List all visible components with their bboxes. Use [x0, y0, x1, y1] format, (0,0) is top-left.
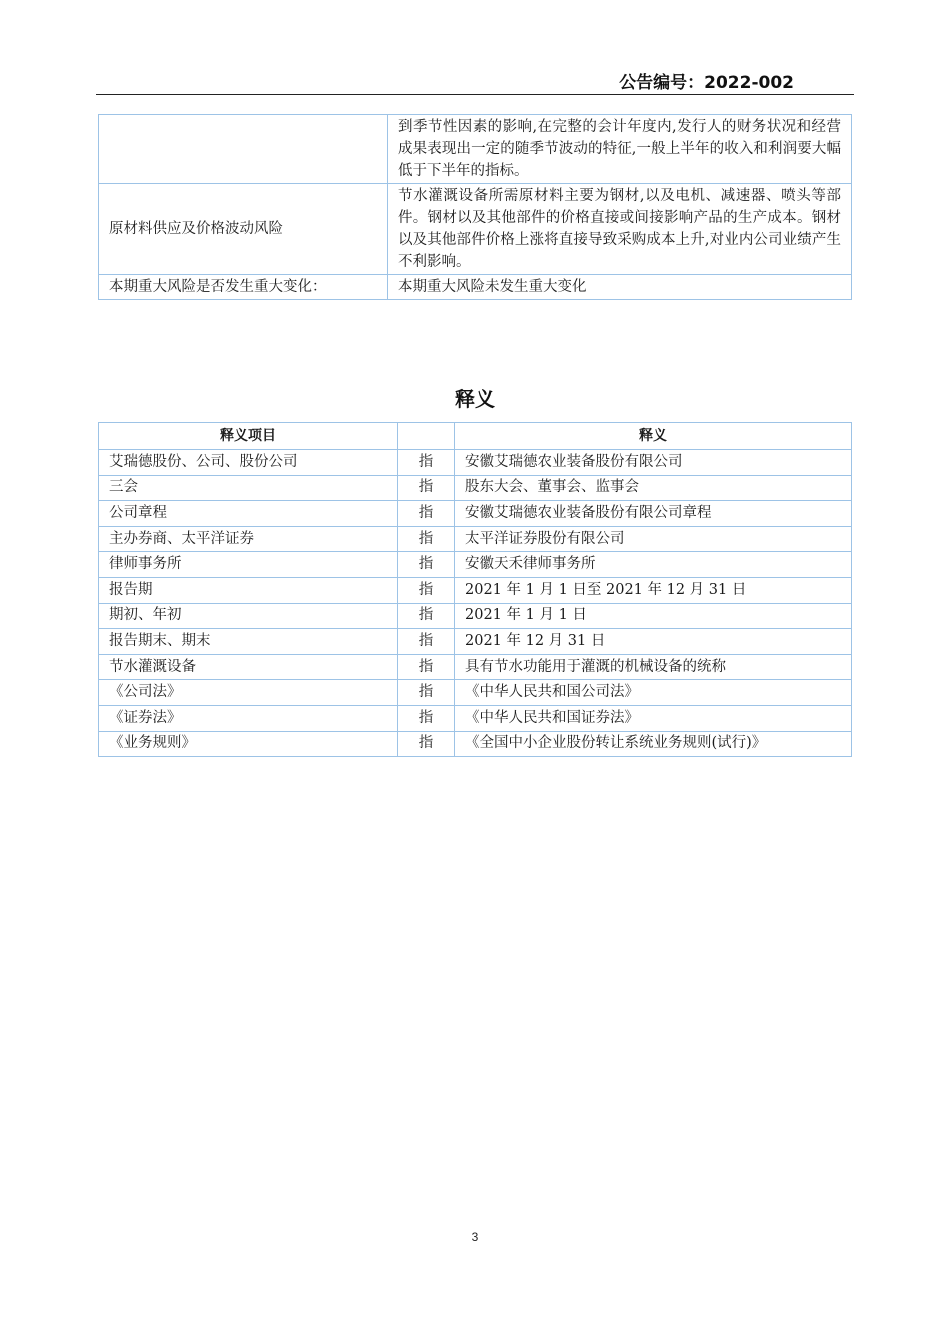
meaning-cell: 《中华人民共和国证券法》: [455, 705, 852, 731]
meaning-cell: 2021 年 1 月 1 日至 2021 年 12 月 31 日: [455, 577, 852, 603]
ref-cell: 指: [398, 705, 455, 731]
meaning-cell: 《全国中小企业股份转让系统业务规则(试行)》: [455, 731, 852, 757]
ref-cell: 指: [398, 501, 455, 527]
table-row: [99, 577, 852, 603]
ref-cell: 指: [398, 526, 455, 552]
column-header-mid: [398, 423, 455, 450]
risk-description-cell: 到季节性因素的影响,在完整的会计年度内,发行人的财务状况和经营成果表现出一定的随季节波动的特征,一般上半年的收入和利润要大幅低于下半年的指标。: [388, 115, 852, 184]
table-row: [99, 680, 852, 706]
table-row: [99, 629, 852, 655]
meaning-cell: 安徽艾瑞德农业装备股份有限公司章程: [455, 501, 852, 527]
table-row: [99, 603, 852, 629]
table-row: [99, 184, 852, 275]
page-number: 3: [471, 1230, 479, 1244]
table-row: [99, 526, 852, 552]
term-cell: 《证券法》: [99, 705, 398, 731]
ref-cell: 指: [398, 654, 455, 680]
meaning-cell: 太平洋证券股份有限公司: [455, 526, 852, 552]
term-cell: 公司章程: [99, 501, 398, 527]
table-header-row: [99, 423, 852, 450]
ref-cell: 指: [398, 629, 455, 655]
ref-cell: 指: [398, 552, 455, 578]
term-cell: 《公司法》: [99, 680, 398, 706]
meaning-cell: 具有节水功能用于灌溉的机械设备的统称: [455, 654, 852, 680]
risk-name-cell: 原材料供应及价格波动风险: [99, 184, 388, 275]
term-cell: 期初、年初: [99, 603, 398, 629]
table-row: [99, 475, 852, 501]
term-cell: 节水灌溉设备: [99, 654, 398, 680]
table-row: [99, 115, 852, 184]
ref-cell: 指: [398, 577, 455, 603]
term-cell: 艾瑞德股份、公司、股份公司: [99, 450, 398, 476]
announcement-number: 公告编号：2022-002: [619, 73, 794, 93]
risk-change-value: 本期重大风险未发生重大变化: [388, 275, 852, 300]
ref-cell: 指: [398, 450, 455, 476]
table-row: [99, 654, 852, 680]
term-cell: 律师事务所: [99, 552, 398, 578]
risk-name-cell: [99, 115, 388, 184]
ref-cell: 指: [398, 475, 455, 501]
table-row: [99, 275, 852, 300]
table-row: [99, 552, 852, 578]
risk-table: [98, 114, 852, 300]
meaning-cell: 安徽天禾律师事务所: [455, 552, 852, 578]
column-header-meaning: 释义: [455, 423, 852, 450]
table-row: [99, 705, 852, 731]
page-header: [96, 66, 854, 95]
meaning-cell: 股东大会、董事会、监事会: [455, 475, 852, 501]
meaning-cell: 安徽艾瑞德农业装备股份有限公司: [455, 450, 852, 476]
definitions-table: [98, 422, 852, 757]
term-cell: 三会: [99, 475, 398, 501]
risk-change-label: 本期重大风险是否发生重大变化：: [99, 275, 388, 300]
ref-cell: 指: [398, 731, 455, 757]
column-header-item: 释义项目: [99, 423, 398, 450]
term-cell: 报告期: [99, 577, 398, 603]
table-row: [99, 450, 852, 476]
meaning-cell: 《中华人民共和国公司法》: [455, 680, 852, 706]
risk-description-cell: 节水灌溉设备所需原材料主要为钢材,以及电机、减速器、喷头等部件。钢材以及其他部件的价格直接或间接影响产品的生产成本。钢材以及其他部件价格上涨将直接导致采购成本上升,对业内公司业绩产生不利影响。: [388, 184, 852, 275]
ref-cell: 指: [398, 603, 455, 629]
table-row: [99, 731, 852, 757]
meaning-cell: 2021 年 12 月 31 日: [455, 629, 852, 655]
term-cell: 报告期末、期末: [99, 629, 398, 655]
ref-cell: 指: [398, 680, 455, 706]
term-cell: 主办券商、太平洋证券: [99, 526, 398, 552]
term-cell: 《业务规则》: [99, 731, 398, 757]
section-title: 释义: [455, 387, 495, 411]
meaning-cell: 2021 年 1 月 1 日: [455, 603, 852, 629]
table-row: [99, 501, 852, 527]
